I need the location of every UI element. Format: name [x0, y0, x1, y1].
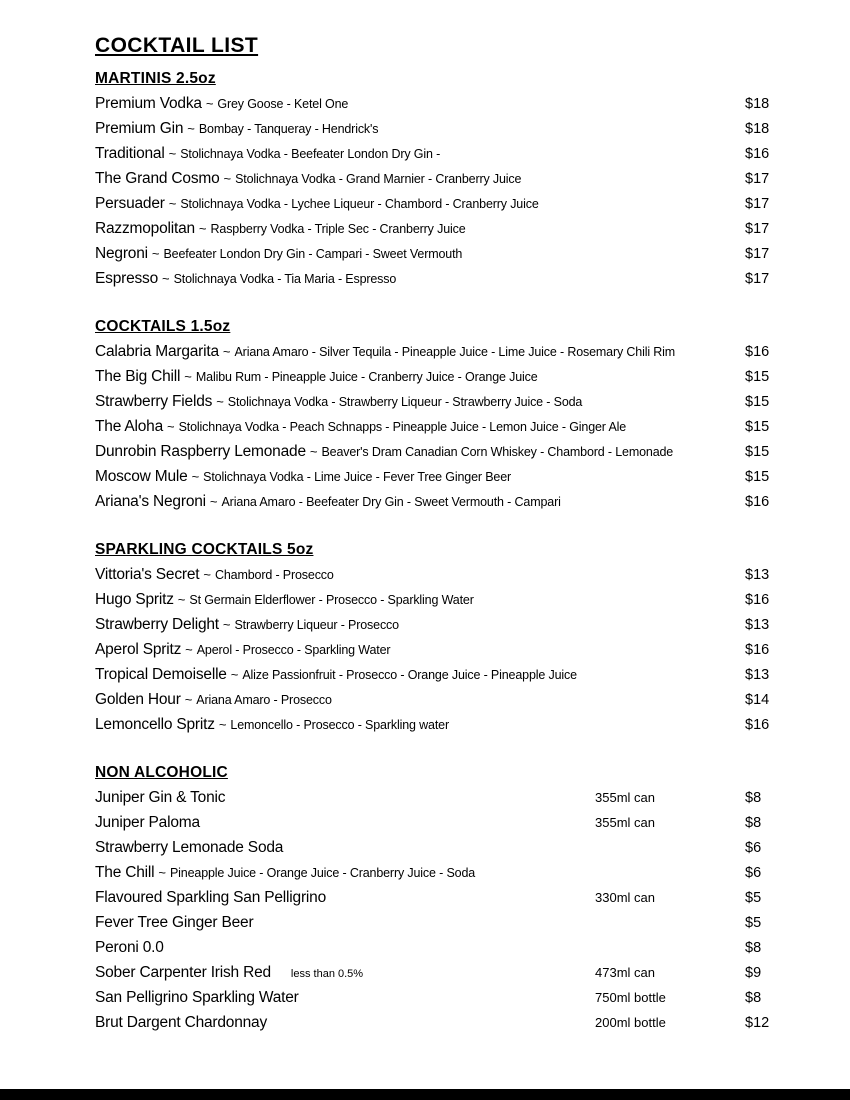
item-name: Calabria Margarita — [95, 343, 219, 360]
item-separator: ~ — [209, 494, 218, 509]
item-price: $16 — [745, 146, 770, 162]
menu-item-row — [95, 864, 807, 889]
item-separator: ~ — [218, 717, 227, 732]
item-name: Vittoria's Secret — [95, 566, 200, 583]
item-price: $9 — [745, 965, 762, 981]
menu-item-row — [95, 1014, 807, 1039]
menu-section — [95, 70, 807, 295]
item-separator: ~ — [191, 469, 200, 484]
menu-item-row — [95, 443, 807, 468]
item-name: Premium Vodka — [95, 95, 202, 112]
item-separator: ~ — [185, 642, 193, 657]
item-price: $17 — [745, 221, 770, 237]
item-size: 355ml can — [595, 790, 655, 805]
menu-item-row — [95, 368, 807, 393]
menu-item-row — [95, 939, 807, 964]
item-price: $15 — [745, 419, 770, 435]
item-note: less than 0.5% — [290, 968, 364, 980]
item-main — [95, 914, 745, 932]
section-heading: COCKTAILS 1.5oz — [95, 318, 231, 335]
item-main — [95, 393, 745, 411]
section-heading: MARTINIS 2.5oz — [95, 70, 216, 87]
menu-item-row — [95, 691, 807, 716]
item-name: Espresso — [95, 270, 159, 287]
section-rows — [95, 566, 807, 741]
item-main — [95, 591, 745, 609]
item-description: Grey Goose - Ketel One — [217, 97, 349, 111]
item-separator: ~ — [205, 96, 214, 111]
item-price: $16 — [745, 494, 770, 510]
item-main — [95, 220, 745, 238]
item-separator: ~ — [222, 617, 231, 632]
item-separator: ~ — [151, 246, 160, 261]
item-main — [95, 270, 745, 288]
menu-item-row — [95, 170, 807, 195]
item-separator: ~ — [187, 121, 195, 136]
item-price: $6 — [745, 840, 762, 856]
item-main — [95, 195, 745, 213]
section-heading: NON ALCOHOLIC — [95, 764, 228, 781]
item-description: Stolichnaya Vodka - Tia Maria - Espresso — [173, 272, 397, 286]
item-main — [95, 1014, 745, 1032]
item-price: $13 — [745, 617, 770, 633]
item-main — [95, 245, 745, 263]
item-main — [95, 641, 745, 659]
item-price: $17 — [745, 171, 770, 187]
item-name: Strawberry Lemonade Soda — [95, 839, 284, 856]
menu-item-row — [95, 95, 807, 120]
item-price: $14 — [745, 692, 770, 708]
item-main — [95, 964, 745, 982]
item-price: $5 — [745, 915, 762, 931]
item-name: Persuader — [95, 195, 165, 212]
item-name: Brut Dargent Chardonnay — [95, 1014, 268, 1031]
menu-item-row — [95, 989, 807, 1014]
page-bottom-edge — [0, 1089, 850, 1100]
menu-item-row — [95, 468, 807, 493]
item-name: Dunrobin Raspberry Lemonade — [95, 443, 306, 460]
item-name: Traditional — [95, 145, 165, 162]
menu-item-row — [95, 789, 807, 814]
item-separator: ~ — [167, 419, 175, 434]
item-name: Lemoncello Spritz — [95, 716, 215, 733]
item-main — [95, 368, 745, 386]
item-main — [95, 616, 745, 634]
item-main — [95, 95, 745, 113]
item-name: Peroni 0.0 — [95, 939, 164, 956]
menu-item-row — [95, 814, 807, 839]
item-description: Stolichnaya Vodka - Strawberry Liqueur - Strawberry Juice - Soda — [227, 395, 583, 409]
menu-item-row — [95, 195, 807, 220]
item-description: Strawberry Liqueur - Prosecco — [234, 618, 399, 632]
item-separator: ~ — [184, 369, 192, 384]
item-separator: ~ — [168, 146, 177, 161]
item-price: $12 — [745, 1015, 770, 1031]
item-description: Ariana Amaro - Beefeater Dry Gin - Sweet Vermouth - Campari — [221, 495, 561, 509]
item-description: Alize Passionfruit - Prosecco - Orange Juice - Pineapple Juice — [242, 668, 577, 682]
menu-item-row — [95, 270, 807, 295]
item-main — [95, 691, 745, 709]
menu-item-row — [95, 120, 807, 145]
item-name: Sober Carpenter Irish Red — [95, 964, 271, 981]
menu-item-row — [95, 716, 807, 741]
menu-section — [95, 764, 807, 1039]
item-name: Aperol Spritz — [95, 641, 182, 658]
menu-section — [95, 318, 807, 518]
item-separator: ~ — [162, 271, 170, 286]
item-main — [95, 418, 745, 436]
item-description: Stolichnaya Vodka - Peach Schnapps - Pineapple Juice - Lemon Juice - Ginger Ale — [178, 420, 627, 434]
item-description: Chambord - Prosecco — [214, 568, 334, 582]
item-description: Ariana Amaro - Silver Tequila - Pineapple Juice - Lime Juice - Rosemary Chili Rim — [234, 345, 676, 359]
item-name: Golden Hour — [95, 691, 181, 708]
item-name: Juniper Gin & Tonic — [95, 789, 226, 806]
menu-item-row — [95, 591, 807, 616]
item-main — [95, 566, 745, 584]
section-rows — [95, 95, 807, 295]
item-name: Tropical Demoiselle — [95, 666, 227, 683]
menu-section — [95, 541, 807, 741]
item-name: Ariana's Negroni — [95, 493, 206, 510]
item-description: Stolichnaya Vodka - Lime Juice - Fever Tree Ginger Beer — [203, 470, 512, 484]
item-name: San Pelligrino Sparkling Water — [95, 989, 299, 1006]
item-price: $15 — [745, 369, 770, 385]
item-name: Razzmopolitan — [95, 220, 195, 237]
menu-item-row — [95, 964, 807, 989]
item-price: $15 — [745, 444, 770, 460]
item-size: 330ml can — [595, 890, 655, 905]
item-size: 473ml can — [595, 965, 655, 980]
item-main — [95, 814, 745, 832]
item-price: $8 — [745, 815, 762, 831]
item-description: Beaver's Dram Canadian Corn Whiskey - Chambord - Lemonade — [321, 445, 674, 459]
item-separator: ~ — [158, 865, 166, 880]
item-main — [95, 468, 745, 486]
item-price: $5 — [745, 890, 762, 906]
section-heading: SPARKLING COCKTAILS 5oz — [95, 541, 314, 558]
item-name: Moscow Mule — [95, 468, 188, 485]
menu-item-row — [95, 839, 807, 864]
item-main — [95, 716, 745, 734]
menu-sections — [95, 70, 807, 1039]
item-main — [95, 120, 745, 138]
item-price: $18 — [745, 96, 770, 112]
item-price: $8 — [745, 940, 762, 956]
item-description: Lemoncello - Prosecco - Sparkling water — [230, 718, 449, 732]
menu-item-row — [95, 343, 807, 368]
item-separator: ~ — [222, 344, 231, 359]
item-price: $17 — [745, 246, 770, 262]
menu-item-row — [95, 616, 807, 641]
item-name: Juniper Paloma — [95, 814, 200, 831]
item-name: Fever Tree Ginger Beer — [95, 914, 254, 931]
item-description: Stolichnaya Vodka - Lychee Liqueur - Chambord - Cranberry Juice — [180, 197, 539, 211]
item-description: St Germain Elderflower - Prosecco - Sparkling Water — [189, 593, 474, 607]
item-name: The Aloha — [95, 418, 164, 435]
item-size: 750ml bottle — [595, 990, 666, 1005]
item-name: Negroni — [95, 245, 148, 262]
item-price: $17 — [745, 196, 770, 212]
item-separator: ~ — [198, 221, 207, 236]
menu-item-row — [95, 245, 807, 270]
item-price: $6 — [745, 865, 762, 881]
item-name: Hugo Spritz — [95, 591, 174, 608]
item-price: $15 — [745, 469, 770, 485]
menu-item-row — [95, 220, 807, 245]
menu-item-row — [95, 393, 807, 418]
menu-item-row — [95, 889, 807, 914]
item-main — [95, 145, 745, 163]
item-price: $8 — [745, 790, 762, 806]
item-separator: ~ — [230, 667, 239, 682]
section-rows — [95, 343, 807, 518]
item-main — [95, 889, 745, 907]
item-name: Strawberry Fields — [95, 393, 213, 410]
item-main — [95, 493, 745, 511]
item-separator: ~ — [309, 444, 318, 459]
item-size: 200ml bottle — [595, 1015, 666, 1030]
item-description: Bombay - Tanqueray - Hendrick's — [198, 122, 379, 136]
item-price: $18 — [745, 121, 770, 137]
item-separator: ~ — [223, 171, 232, 186]
menu-item-row — [95, 418, 807, 443]
item-description: Aperol - Prosecco - Sparkling Water — [196, 643, 391, 657]
item-description: Malibu Rum - Pineapple Juice - Cranberry Juice - Orange Juice — [195, 370, 538, 384]
item-price: $17 — [745, 271, 770, 287]
item-price: $16 — [745, 717, 770, 733]
item-name: Premium Gin — [95, 120, 184, 137]
item-name: Flavoured Sparkling San Pelligrino — [95, 889, 326, 906]
item-price: $16 — [745, 344, 770, 360]
menu-item-row — [95, 145, 807, 170]
item-name: The Grand Cosmo — [95, 170, 220, 187]
item-separator: ~ — [168, 196, 177, 211]
page-title: COCKTAIL LIST — [95, 34, 259, 57]
menu-item-row — [95, 666, 807, 691]
item-description: Beefeater London Dry Gin - Campari - Sweet Vermouth — [163, 247, 463, 261]
item-main — [95, 789, 745, 807]
item-size: 355ml can — [595, 815, 655, 830]
item-price: $16 — [745, 642, 770, 658]
item-main — [95, 170, 745, 188]
menu-item-row — [95, 641, 807, 666]
item-name: The Chill — [95, 864, 155, 881]
item-name: Strawberry Delight — [95, 616, 219, 633]
section-rows — [95, 789, 807, 1039]
item-main — [95, 666, 745, 684]
item-description: Stolichnaya Vodka - Beefeater London Dry Gin - — [180, 147, 441, 161]
item-price: $8 — [745, 990, 762, 1006]
item-description: Stolichnaya Vodka - Grand Marnier - Cranberry Juice — [235, 172, 522, 186]
item-name: The Big Chill — [95, 368, 181, 385]
item-main — [95, 839, 745, 857]
item-separator: ~ — [216, 394, 224, 409]
menu-item-row — [95, 493, 807, 518]
item-description: Raspberry Vodka - Triple Sec - Cranberry Juice — [210, 222, 466, 236]
menu-item-row — [95, 566, 807, 591]
item-price: $16 — [745, 592, 770, 608]
item-description: Ariana Amaro - Prosecco — [196, 693, 332, 707]
item-main — [95, 989, 745, 1007]
item-main — [95, 343, 745, 361]
item-price: $13 — [745, 567, 770, 583]
item-price: $13 — [745, 667, 770, 683]
item-price: $15 — [745, 394, 770, 410]
item-description: Pineapple Juice - Orange Juice - Cranberry Juice - Soda — [169, 866, 476, 880]
item-separator: ~ — [177, 592, 186, 607]
item-main — [95, 939, 745, 957]
menu-item-row — [95, 914, 807, 939]
item-separator: ~ — [203, 567, 211, 582]
item-main — [95, 864, 745, 882]
item-separator: ~ — [184, 692, 193, 707]
item-main — [95, 443, 745, 461]
